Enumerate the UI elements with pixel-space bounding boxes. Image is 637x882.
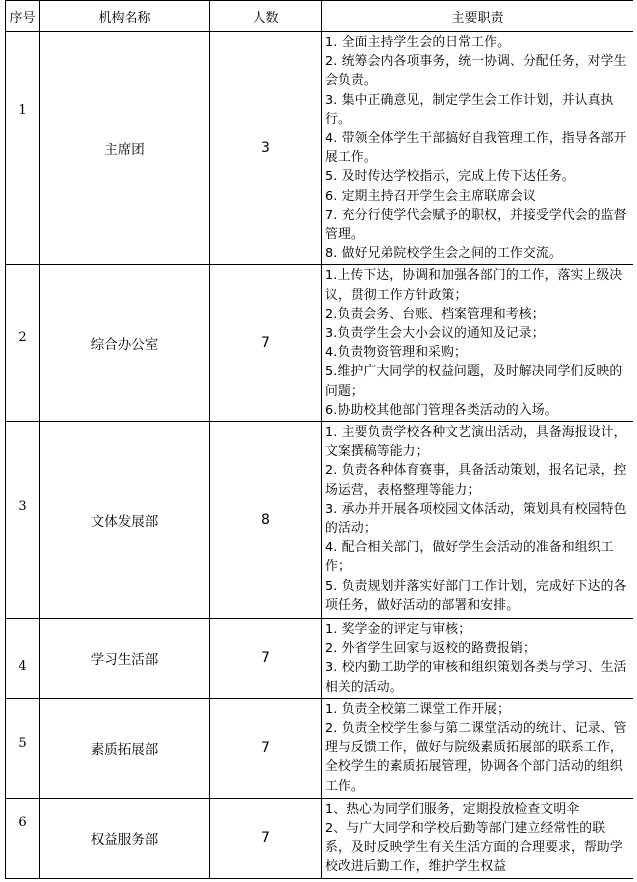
duty-item: 6.协助校其他部门管理各类活动的入场。 [325,402,558,418]
row-org-name: 综合办公室 [40,265,210,422]
header-headcount: 人数 [210,1,322,32]
duty-item: 5.维护广大同学的权益问题，及时解决同学们反映的问题； [325,364,623,399]
header-org-name: 机构名称 [40,1,210,32]
duty-item: 1、热心为同学们服务，定期投放检查文明伞 [325,801,580,817]
duty-item: 2. 负责各种体育赛事，具备活动策划，报名记录，控场运营，表格整理等能力； [325,463,627,498]
row-duties-cell [322,698,634,798]
row-seq: 6 [18,814,27,830]
duty-item: 1. 负责全校第二课堂工作开展； [325,701,511,717]
row-duties-cell [322,265,634,422]
header-seq: 序号 [6,1,40,32]
duty-item: 8. 做好兄弟院校学生会之间的工作交流。 [325,246,562,262]
row-seq-cell [6,798,40,878]
row-seq: 5 [18,735,27,751]
duty-item: 1. 奖学金的评定与审核； [325,622,472,638]
table-header [6,1,634,32]
row-seq: 2 [18,329,27,345]
row-duties-cell [322,32,634,265]
duty-item: 4. 配合相关部门，做好学生会活动的准备和组织工作； [325,540,614,575]
duty-item: 3. 集中正确意见，制定学生会工作计划，并认真执行。 [325,92,614,127]
row-seq-cell [6,265,40,422]
duty-item: 2.负责会务、台账、档案管理和考核； [325,306,545,322]
duty-item: 5. 负责规划并落实好部门工作计划，完成好下达的各项任务，做好活动的部署和安排。 [325,578,627,613]
row-seq-cell [6,619,40,699]
row-seq-cell [6,422,40,619]
row-headcount: 7 [210,265,322,422]
row-headcount: 3 [210,32,322,265]
row-headcount: 7 [210,619,322,699]
duty-item: 2、与广大同学和学校后勤等部门建立经常性的联系，及时反映学生有关生活方面的合理要求，帮助学校改进后勤工作，维护学生权益 [325,821,623,875]
duty-item: 3. 承办并开展各项校园文体活动，策划具有校园特色的活动； [325,501,627,537]
row-seq: 4 [18,658,27,674]
duty-item: 4. 带领全体学生干部搞好自我管理工作，指导各部开展工作。 [325,131,627,166]
row-headcount: 7 [210,698,322,798]
table-body [6,32,634,879]
row-org-name: 素质拓展部 [40,698,210,798]
duty-item: 1.上传下达，协调和加强各部门的工作，落实上级决议，贯彻工作方针政策； [325,268,623,303]
row-seq: 3 [18,498,27,514]
duty-item: 1. 全面主持学生会的日常工作。 [325,35,511,50]
duty-item: 3. 校内勤工助学的审核和组织策划各类与学习、生活相关的活动。 [325,660,627,695]
table-row [6,265,634,422]
responsibilities-document [5,0,633,880]
row-seq: 1 [18,102,27,118]
table-row [6,798,634,878]
duty-item: 3.负责学生会大小会议的通知及记录； [325,326,545,342]
row-org-name: 文体发展部 [40,422,210,619]
duty-item: 4.负责物资管理和采购； [325,345,467,361]
duty-list [322,799,633,878]
row-headcount: 7 [210,798,322,878]
org-duties-table [5,0,633,879]
table-row [6,32,634,265]
duty-item: 1. 主要负责学校各种文艺演出活动，具备海报设计，文案撰稿等能力； [325,425,627,460]
duty-list [322,265,633,421]
duty-list [322,422,633,616]
duty-item: 6. 定期主持召开学生会主席联席会议 [325,188,536,204]
row-headcount: 8 [210,422,322,619]
row-duties-cell [322,619,634,699]
duty-item: 7. 充分行使学代会赋予的职权，并接受学代会的监督管理。 [325,207,627,243]
header-main-duties: 主要职责 [322,1,634,32]
row-org-name: 学习生活部 [40,619,210,699]
row-duties-cell [322,422,634,619]
duty-item: 2. 统筹会内各项事务，统一协调、分配任务，对学生会负责。 [325,54,627,89]
row-seq-cell [6,32,40,265]
row-duties-cell [322,798,634,878]
table-row [6,698,634,798]
duty-list [322,32,633,264]
duty-item: 5. 及时传达学校指示，完成上传下达任务。 [325,169,575,185]
table-row [6,619,634,699]
table-row [6,422,634,619]
duty-list [322,619,633,698]
row-org-name: 权益服务部 [40,798,210,878]
header-row [6,1,634,32]
duty-item: 2. 外省学生回家与返校的路费报销； [325,641,536,657]
duty-list [322,699,633,797]
row-seq-cell [6,698,40,798]
duty-item: 2. 负责全校学生参与第二课堂活动的统计、记录、管理与反馈工作，做好与院级素质拓展部的联系工作，全校学生的素质拓展管理，协调各个部门活动的组织工作。 [325,721,627,794]
row-org-name: 主席团 [40,32,210,265]
